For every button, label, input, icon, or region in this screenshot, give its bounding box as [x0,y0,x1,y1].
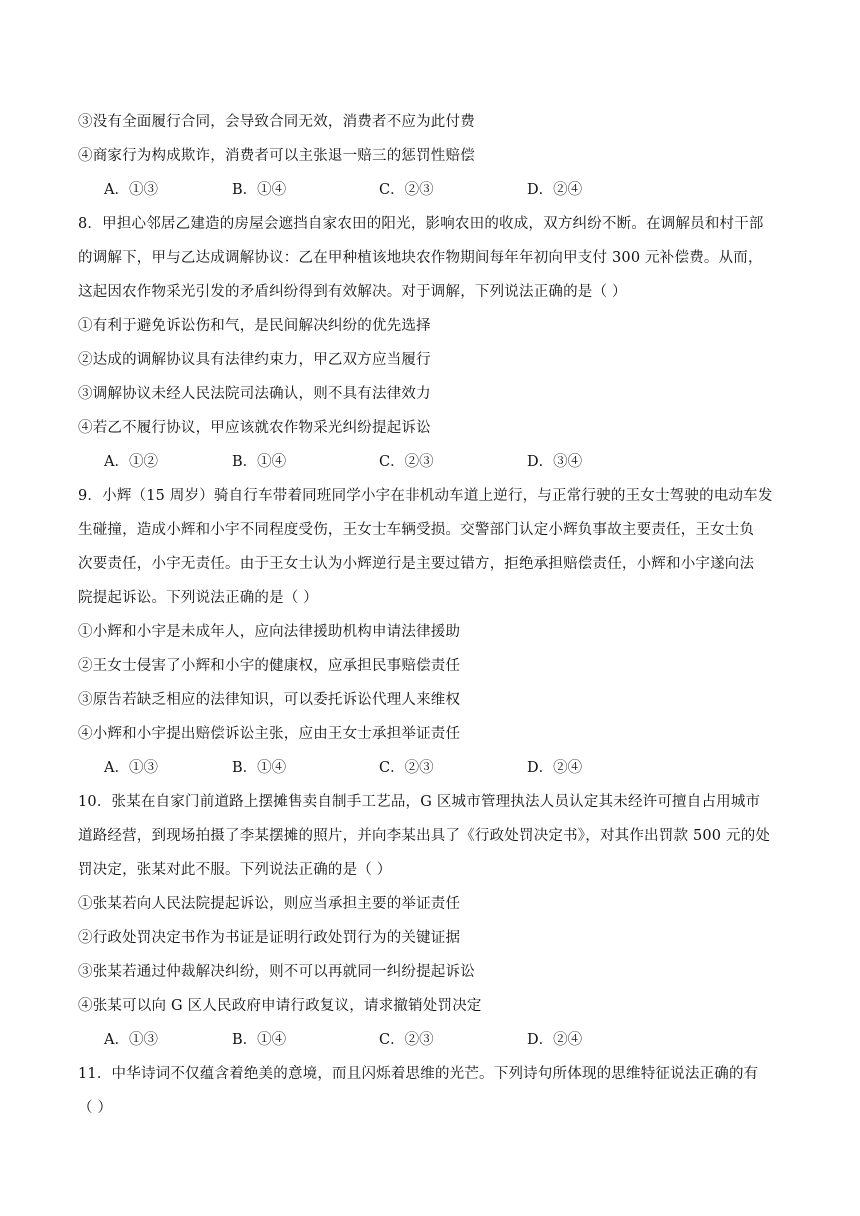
q11-stem-line-1: 11．中华诗词不仅蕴含着绝美的意境，而且闪烁着思维的光芒。下列诗句所体现的思维特征说法正确的有 [78,1066,759,1082]
q10-stem-line-3: 罚决定，张某对此不服。下列说法正确的是（ ） [78,862,392,878]
q9-item-1: ①小辉和小宇是未成年人，应向法律援助机构申请法律援助 [78,624,461,640]
q8-option-d: D．③④ [527,454,583,470]
q9-stem-line-2: 生碰撞，造成小辉和小宇不同程度受伤，王女士车辆受损。交警部门认定小辉负事故主要责任，王女士负 [78,522,755,538]
q10-stem-line-1: 10．张某在自家门前道路上摆摊售卖自制手工艺品，G 区城市管理执法人员认定其未经许可擅自占用城市 [78,794,761,810]
q8-item-3: ③调解协议未经人民法院司法确认，则不具有法律效力 [78,386,431,402]
q10-item-3: ③张某若通过仲裁解决纠纷，则不可以再就同一纠纷提起诉讼 [78,964,475,980]
q7-option-a: A．①③ [104,182,158,198]
q7-item-4: ④商家行为构成欺诈，消费者可以主张退一赔三的惩罚性赔偿 [78,148,475,164]
q9-item-4: ④小辉和小宇提出赔偿诉讼主张，应由王女士承担举证责任 [78,726,461,742]
q8-item-4: ④若乙不履行协议，甲应该就农作物采光纠纷提起诉讼 [78,420,431,436]
q7-option-c: C．②③ [379,182,434,198]
q10-item-2: ②行政处罚决定书作为书证是证明行政处罚行为的关键证据 [78,930,461,946]
q7-option-b: B．①④ [232,182,287,198]
q9-option-b: B．①④ [232,760,287,776]
q10-option-b: B．①④ [232,1032,287,1048]
q8-stem-line-2: 的调解下，甲与乙达成调解协议：乙在甲种植该地块农作物期间每年年初向甲支付 300 元补偿费。从而， [78,250,763,266]
q11-stem-line-2: （ ） [78,1100,113,1116]
q10-stem-line-2: 道路经营，到现场拍摄了李某摆摊的照片，并向李某出具了《行政处罚决定书》，对其作出罚款 500 元的处 [78,828,771,844]
q9-option-a: A．①③ [104,760,158,776]
q9-item-3: ③原告若缺乏相应的法律知识，可以委托诉讼代理人来维权 [78,692,461,708]
q8-option-c: C．②③ [379,454,434,470]
q9-option-d: D．②④ [527,760,583,776]
q10-option-c: C．②③ [379,1032,434,1048]
q9-stem-line-3: 次要责任，小宇无责任。由于王女士认为小辉逆行是主要过错方，拒绝承担赔偿责任，小辉和小宇遂向法 [78,556,755,572]
q8-option-a: A．①② [104,454,158,470]
q8-item-1: ①有利于避免诉讼伤和气，是民间解决纠纷的优先选择 [78,318,431,334]
q7-option-d: D．②④ [527,182,583,198]
q9-stem-line-4: 院提起诉讼。下列说法正确的是（ ） [78,590,319,606]
q10-option-d: D．②④ [527,1032,583,1048]
q10-item-4: ④张某可以向 G 区人民政府申请行政复议，请求撤销处罚决定 [78,998,482,1014]
q9-item-2: ②王女士侵害了小辉和小宇的健康权，应承担民事赔偿责任 [78,658,461,674]
q8-item-2: ②达成的调解协议具有法律约束力，甲乙双方应当履行 [78,352,431,368]
q10-item-1: ①张某若向人民法院提起诉讼，则应当承担主要的举证责任 [78,896,461,912]
q8-stem-line-3: 这起因农作物采光引发的矛盾纠纷得到有效解决。对于调解，下列说法正确的是（ ） [78,284,627,300]
q10-option-a: A．①③ [104,1032,158,1048]
q7-item-3: ③没有全面履行合同，会导致合同无效，消费者不应为此付费 [78,114,475,130]
q8-stem-line-1: 8．甲担心邻居乙建造的房屋会遮挡自家农田的阳光，影响农田的收成，双方纠纷不断。在调解员和村干部 [78,216,764,232]
q8-option-b: B．①④ [232,454,287,470]
q9-stem-line-1: 9．小辉（15 周岁）骑自行车带着同班同学小宇在非机动车道上逆行，与正常行驶的王女士驾驶的电动车发 [78,488,773,504]
q9-option-c: C．②③ [379,760,434,776]
